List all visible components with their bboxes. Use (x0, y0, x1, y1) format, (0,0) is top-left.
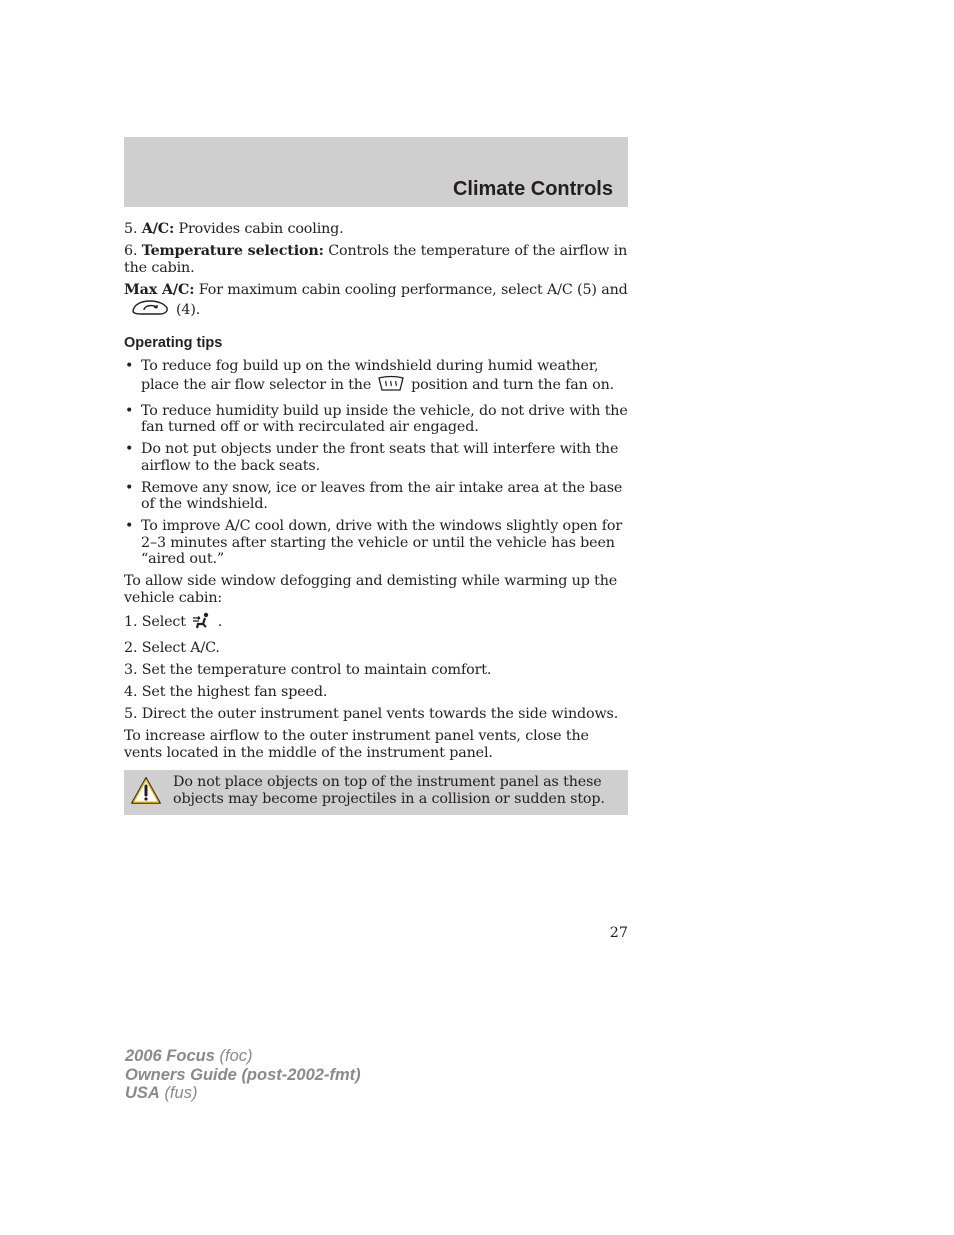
list-item (124, 480, 628, 513)
item-number: 5. (124, 221, 138, 237)
section-title: Climate Controls (452, 178, 613, 200)
footer-line (125, 1084, 361, 1103)
section-header (124, 137, 628, 207)
item-label: Max A/C: (124, 281, 195, 298)
footer-guide: Owners Guide (post-2002-fmt) (125, 1065, 361, 1084)
defog-step-1 (124, 612, 628, 635)
tip-text: Do not put objects under the front seats that will interfere with the airflow to the back seats. (141, 441, 619, 474)
warning-box (124, 770, 628, 815)
item-text: Controls the temperature of the airflow in the cabin. (124, 242, 628, 276)
tip-text: To reduce fog build up on the windshield during humid weather, place the air flow selector in the (141, 357, 599, 393)
footer-code: (foc) (219, 1047, 253, 1065)
page-number: 27 (609, 925, 628, 941)
defog-intro: To allow side window defogging and demisting while warming up the vehicle cabin: (124, 573, 618, 607)
tip-text: Remove any snow, ice or leaves from the air intake area at the base of the windshield. (141, 479, 623, 513)
defog-step: 3. Set the temperature control to maintain comfort. (124, 661, 492, 678)
recirculation-icon (130, 298, 170, 323)
warning-triangle-icon (130, 776, 162, 811)
operating-tips-heading: Operating tips (124, 334, 223, 351)
bullet: • (125, 479, 134, 496)
item-max-ac (124, 282, 628, 323)
bullet: • (125, 518, 134, 535)
defrost-icon (377, 375, 405, 398)
bullet: • (125, 441, 134, 458)
footer-model: 2006 Focus (125, 1047, 215, 1065)
tips-list (124, 358, 628, 568)
page-content (124, 221, 628, 815)
airflow-note: To increase airflow to the outer instrument panel vents, close the vents located in the middle of the instrument panel. (124, 727, 589, 761)
item-label: Temperature selection: (141, 242, 324, 259)
item-number: 6. (124, 242, 138, 259)
list-item (124, 441, 628, 474)
defog-step: 5. Direct the outer instrument panel vents towards the side windows. (124, 705, 619, 722)
list-item (124, 518, 628, 568)
defog-step: 4. Set the highest fan speed. (124, 683, 328, 700)
item-text: Provides cabin cooling. (178, 221, 344, 237)
document-footer (125, 1047, 361, 1103)
footer-market: USA (125, 1084, 160, 1102)
footer-line (125, 1047, 361, 1066)
item-ac (124, 221, 628, 238)
bullet: • (125, 357, 134, 374)
bullet: • (125, 402, 134, 419)
tip-text: To improve A/C cool down, drive with the windows slightly open for 2–3 minutes after starting the vehicle or until the vehicle has been “aired out.” (141, 518, 623, 568)
list-item (124, 403, 628, 436)
item-temperature (124, 243, 628, 276)
panel-floor-airflow-icon (192, 612, 212, 635)
footer-code: (fus) (164, 1084, 198, 1102)
item-text: (4). (176, 302, 201, 319)
item-label: A/C: (141, 221, 175, 237)
list-item (124, 358, 628, 397)
footer-line (125, 1066, 361, 1085)
warning-text: Do not place objects on top of the instrument panel as these objects may become projectiles in a collision or sudden stop. (173, 774, 605, 807)
defog-step: 2. Select A/C. (124, 639, 220, 656)
item-text: For maximum cabin cooling performance, select A/C (5) and (198, 281, 628, 298)
step-text: 1. Select (124, 614, 186, 630)
tip-text: To reduce humidity build up inside the vehicle, do not drive with the fan turned off or with recirculated air engaged. (141, 402, 628, 436)
step-text: . (217, 614, 223, 630)
tip-text: position and turn the fan on. (411, 376, 615, 393)
